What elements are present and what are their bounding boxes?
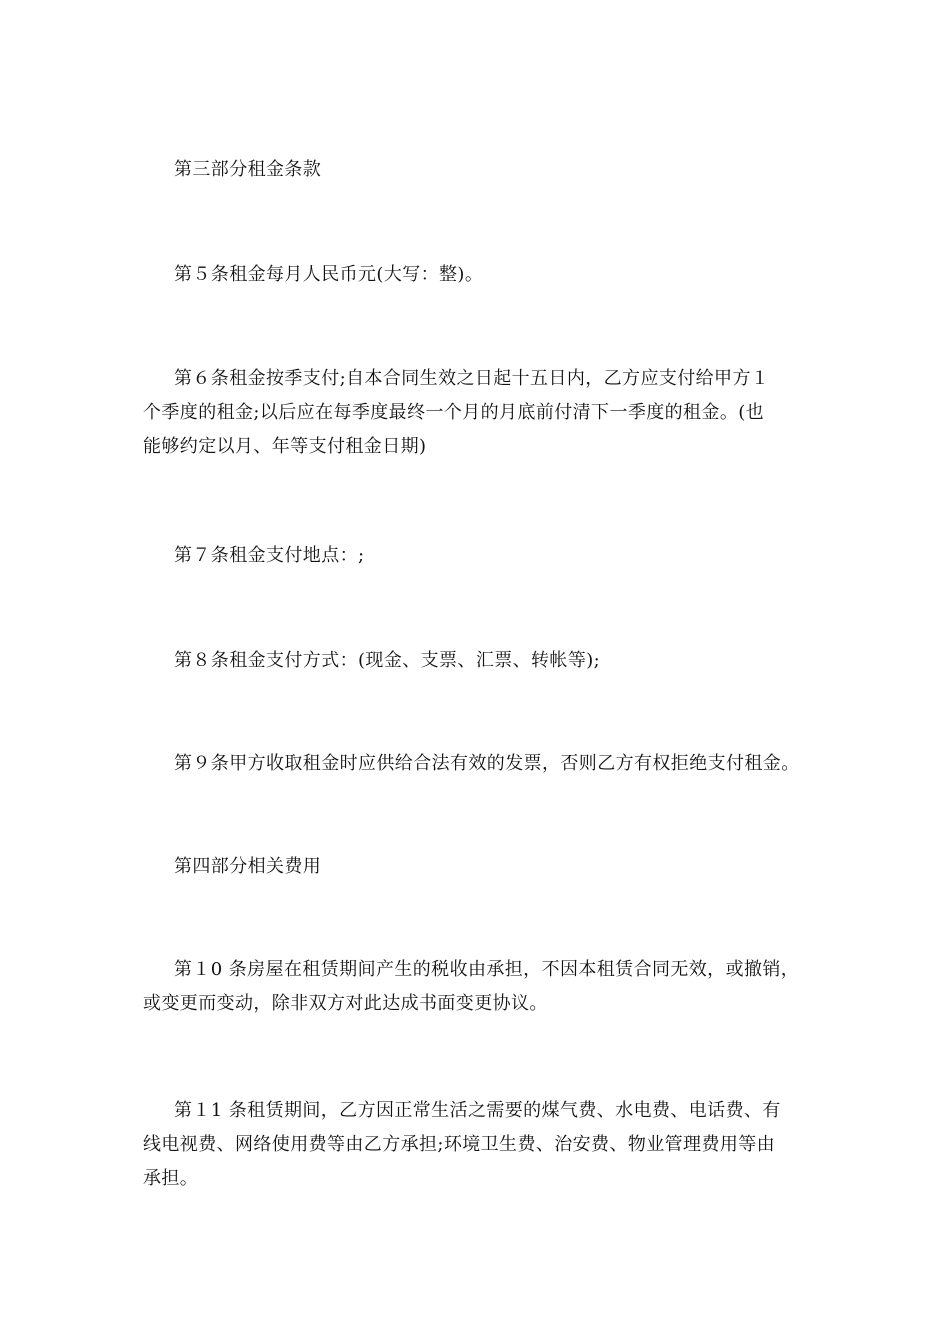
paragraph-line: 第１1 条租赁期间，乙方因正常生活之需要的煤气费、水电费、电话费、有 bbox=[174, 1100, 781, 1121]
section-heading-part4 bbox=[143, 850, 808, 884]
paragraph-line: 第三部分租金条款 bbox=[174, 159, 322, 180]
section-heading-part3 bbox=[143, 153, 808, 187]
paragraph-line: 第９条甲方收取租金时应供给合法有效的发票，否则乙方有权拒绝支付租金。 bbox=[174, 753, 800, 774]
clause-5 bbox=[143, 258, 808, 292]
paragraph-line: 或变更而变动，除非双方对此达成书面变更协议。 bbox=[143, 993, 548, 1014]
clause-11 bbox=[143, 1094, 808, 1196]
paragraph-line: 第８条租金支付方式：(现金、支票、汇票、转帐等); bbox=[174, 650, 601, 671]
paragraph-line: 第６条租金按季支付;自本合同生效之日起十五日内，乙方应支付给甲方１ bbox=[174, 368, 770, 389]
paragraph-line: 个季度的租金;以后应在每季度最终一个月的月底前付清下一季度的租金。(也 bbox=[143, 402, 765, 423]
clause-10 bbox=[143, 953, 808, 1021]
paragraph-line: 第１0 条房屋在租赁期间产生的税收由承担，不因本租赁合同无效，或撤销， bbox=[174, 959, 800, 980]
paragraph-line: 第５条租金每月人民币元(大写：整)。 bbox=[174, 264, 484, 285]
paragraph-line: 承担。 bbox=[143, 1168, 199, 1189]
paragraph-line: 第７条租金支付地点：; bbox=[174, 545, 365, 566]
paragraph-line: 能够约定以月、年等支付租金日期) bbox=[143, 436, 427, 457]
paragraph-line: 第四部分相关费用 bbox=[174, 856, 322, 877]
clause-7 bbox=[143, 539, 808, 573]
clause-8 bbox=[143, 644, 808, 678]
clause-9 bbox=[143, 747, 808, 781]
paragraph-line: 线电视费、网络使用费等由乙方承担;环境卫生费、治安费、物业管理费用等由 bbox=[143, 1134, 776, 1155]
clause-6 bbox=[143, 362, 808, 464]
